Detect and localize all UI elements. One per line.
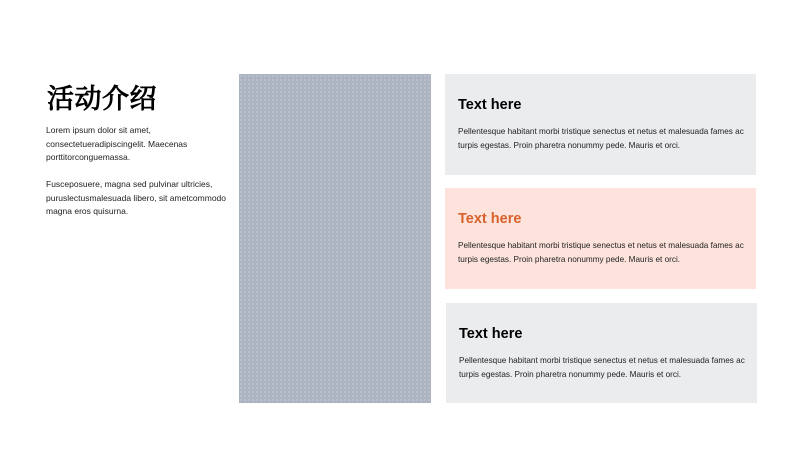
card-heading: Text here <box>459 326 523 342</box>
card-body: Pellentesque habitant morbi tristique senectus et netus et malesuada fames ac turpis egestas. Proin pharetra nonummy pede. Mauris et orci. <box>458 241 744 264</box>
text-card-1 <box>445 74 756 175</box>
intro-paragraph-2: Fusceposuere, magna sed pulvinar ultricies, puruslectusmalesuada libero, sit ametcommodo magna eros quisurna. <box>46 179 227 216</box>
text-card-3 <box>446 303 757 403</box>
image-placeholder <box>239 74 431 403</box>
card-heading: Text here <box>458 97 522 113</box>
intro-paragraph-1: Lorem ipsum dolor sit amet, consectetueradipiscingelit. Maecenas porttitorconguemassa. <box>46 125 188 162</box>
card-heading: Text here <box>458 211 522 227</box>
card-body: Pellentesque habitant morbi tristique senectus et netus et malesuada fames ac turpis egestas. Proin pharetra nonummy pede. Mauris et orci. <box>459 356 745 379</box>
slide-title: 活动介绍 <box>47 84 157 115</box>
text-card-2 <box>445 188 756 289</box>
card-body: Pellentesque habitant morbi tristique senectus et netus et malesuada fames ac turpis egestas. Proin pharetra nonummy pede. Mauris et orci. <box>458 127 744 150</box>
